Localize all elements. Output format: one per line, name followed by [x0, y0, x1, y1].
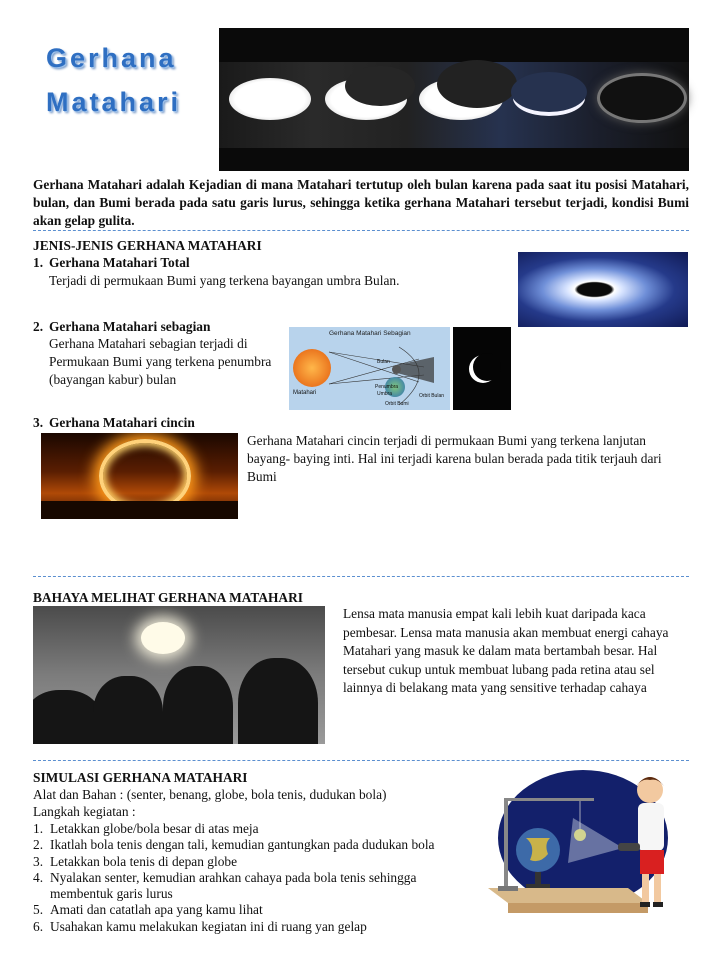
moon-phase-2: [345, 66, 415, 106]
section-divider: [33, 760, 689, 761]
danger-heading: BAHAYA MELIHAT GERHANA MATAHARI: [33, 590, 303, 605]
item-3-number: 3.: [33, 415, 44, 430]
title-line-2: Matahari: [46, 87, 182, 117]
step-2-number: 2.: [33, 837, 44, 853]
step-4-line-1: Nyalakan senter, kemudian arahkan cahaya pada bola tenis sehingga: [50, 869, 417, 885]
step-4-number: 4.: [33, 869, 44, 885]
diagram-title: Gerhana Matahari Sebagian: [329, 330, 411, 337]
total-eclipse-photo: [518, 252, 688, 327]
danger-text-line-3: Matahari yang masuk ke dalam mata bertambah besar. Hal: [343, 643, 658, 658]
item-1-number: 1.: [33, 255, 44, 270]
step-4: [33, 870, 473, 903]
simulation-illustration-svg: [478, 768, 688, 918]
step-6-line-1: Usahakan kamu melakukan kegiatan ini di ruang yan gelap: [50, 918, 367, 934]
step-5: [33, 902, 473, 918]
diagram-label-penumbra: Penumbra: [375, 384, 399, 390]
section-divider: [33, 230, 689, 231]
item-1-title: Gerhana Matahari Total: [49, 255, 190, 270]
diagram-label-umbra: Umbra: [377, 391, 393, 397]
danger-text: [343, 605, 693, 698]
item-2-text-line-1: Gerhana Matahari sebagian terjadi di: [49, 336, 248, 351]
item-2-title: Gerhana Matahari sebagian: [49, 319, 211, 334]
diagram-label-moon: Bulan: [377, 359, 390, 365]
sun-phase-5: [600, 76, 684, 120]
people-watching-eclipse-photo: [33, 606, 325, 744]
step-5-number: 5.: [33, 902, 44, 918]
simulation-steps-list: [33, 821, 473, 935]
step-3-line-1: Letakkan bola tenis di depan globe: [50, 853, 238, 869]
step-6: [33, 919, 473, 935]
item-3-text-line-2: bayang- baying inti. Hal ini terjadi karena bulan berada pada titik terjauh dari: [247, 451, 662, 466]
diagram-moon: [392, 365, 401, 374]
danger-text-line-2: pembesar. Lensa mata manusia akan membuat energi cahaya: [343, 624, 669, 640]
sun-phase-1: [229, 78, 311, 120]
page-title: [46, 36, 216, 124]
crescent-photo: [453, 327, 511, 410]
eclipse-phases-photo: [219, 28, 689, 171]
danger-text-line-5: lainnya di belakang mata yang sensitive terhadap cahaya: [343, 680, 647, 695]
item-3-text: [247, 432, 692, 486]
diagram-label-orbit-moon: Orbit Bulan: [419, 393, 445, 399]
item-2-text-line-2: Permukaan Bumi yang terkena penumbra: [49, 354, 272, 369]
step-4-line-2: membentuk garis lurus: [50, 886, 173, 902]
simulation-materials: Alat dan Bahan : (senter, benang, globe, bola tenis, dudukan bola): [33, 787, 387, 802]
simulation-steps-label: Langkah kegiatan :: [33, 804, 136, 819]
item-2-text-line-3: (bayangan kabur) bulan: [49, 372, 177, 387]
item-3-text-line-3: Bumi: [247, 469, 277, 484]
annular-eclipse-photo: [41, 433, 238, 519]
step-3: [33, 854, 473, 870]
danger-text-line-4: tersebut cukup untuk membuat lubang pada retina atau sel: [343, 661, 655, 677]
step-1-number: 1.: [33, 821, 44, 836]
types-heading: JENIS-JENIS GERHANA MATAHARI: [33, 238, 262, 253]
partial-eclipse-diagram: [289, 327, 450, 410]
item-2-text: [49, 335, 289, 389]
danger-text-line-1: Lensa mata manusia empat kali lebih kuat daripada kaca: [343, 606, 646, 621]
step-5-line-1: Amati dan catatlah apa yang kamu lihat: [50, 902, 263, 918]
title-line-1: Gerhana: [46, 43, 177, 73]
simulation-heading: SIMULASI GERHANA MATAHARI: [33, 770, 248, 785]
diagram-label-orbit-earth: Orbit Bumi: [385, 401, 409, 407]
item-3-title: Gerhana Matahari cincin: [49, 415, 195, 430]
item-3-text-line-1: Gerhana Matahari cincin terjadi di permukaan Bumi yang terkena lanjutan: [247, 433, 646, 448]
step-1: [33, 821, 473, 837]
step-1-line-1: Letakkan globe/bola besar di atas meja: [50, 821, 259, 836]
diagram-label-sun: Matahari: [293, 390, 317, 396]
step-3-number: 3.: [33, 853, 44, 869]
moon-phase-3: [437, 60, 517, 108]
simulation-illustration: [478, 768, 688, 918]
section-divider: [33, 576, 689, 577]
intro-paragraph: Gerhana Matahari adalah Kejadian di mana Matahari tertutup oleh bulan karena pada saat itu posisi Matahari, bulan, dan Bumi berada pada satu garis lurus, sehingga ketika gerhana Matahari tersebut terjadi, kondisi Bumi akan gelap gulita.: [33, 177, 689, 228]
step-2: [33, 837, 473, 853]
moon-phase-4: [511, 72, 587, 112]
item-2-number: 2.: [33, 319, 44, 334]
step-2-line-1: Ikatlah bola tenis dengan tali, kemudian gantungkan pada dudukan bola: [50, 837, 435, 853]
item-1-text: Terjadi di permukaan Bumi yang terkena bayangan umbra Bulan.: [49, 273, 400, 288]
step-6-number: 6.: [33, 918, 44, 934]
